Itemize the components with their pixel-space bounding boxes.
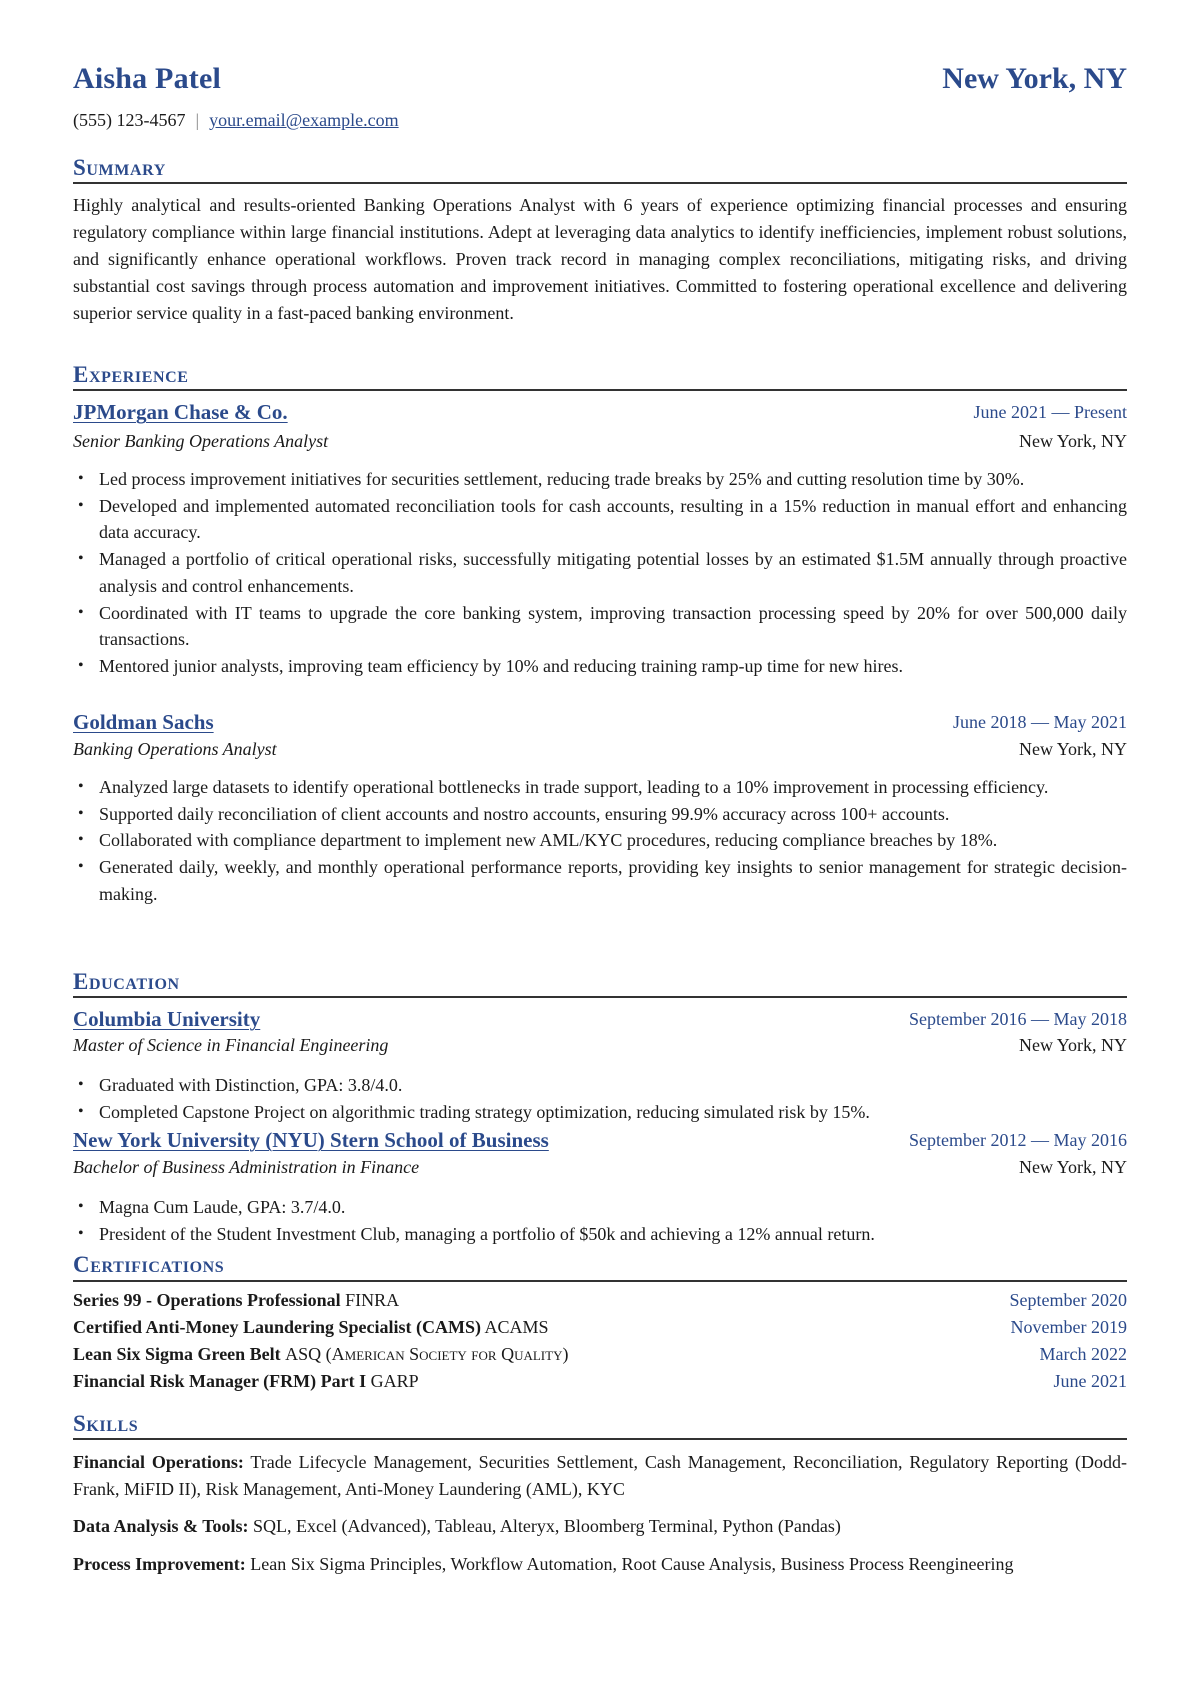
section-divider: [73, 389, 1127, 391]
skill-group: [73, 1513, 1127, 1540]
school-dates: September 2012 — May 2016: [909, 1130, 1127, 1150]
section-divider: [73, 182, 1127, 184]
list-item: • Developed and implemented automated reconciliation tools for cash accounts, resulting in a 15% reduction in manual effort and enhancing data accuracy.: [73, 493, 1127, 546]
list-item: • President of the Student Investment Club, managing a portfolio of $50k and achieving a 12% annual return.: [73, 1221, 1127, 1248]
list-item: • Magna Cum Laude, GPA: 3.7/4.0.: [73, 1194, 1127, 1221]
list-item: • Generated daily, weekly, and monthly operational performance reports, providing key insights to senior management for strategic decision-making.: [73, 854, 1127, 907]
section-title-education: Education: [73, 969, 180, 994]
school-location: New York, NY: [1018, 1157, 1127, 1177]
job-bullets: [73, 466, 1127, 680]
certification-date: November 2019: [1010, 1317, 1127, 1337]
section-title-certifications: Certifications: [73, 1252, 225, 1277]
list-item: • Managed a portfolio of critical operational risks, successfully mitigating potential losses by an estimated $1.5M annually through proactive analysis and control enhancements.: [73, 546, 1127, 599]
skill-group-text: SQL, Excel (Advanced), Tableau, Alteryx, Bloomberg Terminal, Python (Pandas): [253, 1516, 841, 1536]
job-location: New York, NY: [1018, 431, 1127, 451]
list-item: • Completed Capstone Project on algorithmic trading strategy optimization, reducing simulated risk by 15%.: [73, 1099, 1127, 1126]
company-link[interactable]: Goldman Sachs: [73, 710, 214, 734]
summary-text: Highly analytical and results-oriented Banking Operations Analyst with 6 years of experience optimizing financial processes and ensuring regulatory compliance within large financial institutions. Adept at leveraging data analytics to identify inefficiencies, implement robust solutions, and significantly enhance operational workflows. Proven track record in managing complex reconciliations, mitigating risks, and driving substantial cost savings through process automation and improvement initiatives. Committed to fostering operational excellence and delivering superior service quality in a fast-paced banking environment.: [73, 195, 1127, 323]
job-title: Banking Operations Analyst: [73, 739, 277, 759]
job-dates: June 2021 — Present: [973, 402, 1127, 422]
school-link[interactable]: New York University (NYU) Stern School of Business: [73, 1128, 549, 1152]
job-location: New York, NY: [1018, 739, 1127, 759]
email-link[interactable]: your.email@example.com: [209, 110, 399, 130]
skill-group: [73, 1551, 1127, 1578]
section-divider: [73, 1438, 1127, 1440]
certification-date: September 2020: [1009, 1290, 1127, 1310]
certification-name: Certified Anti-Money Laundering Specialist (CAMS): [73, 1317, 481, 1337]
certification-name: Lean Six Sigma Green Belt: [73, 1344, 281, 1364]
section-divider: [73, 996, 1127, 998]
candidate-name: Aisha Patel: [73, 62, 222, 95]
certification-date: June 2021: [1053, 1371, 1127, 1391]
list-item: • Graduated with Distinction, GPA: 3.8/4.0.: [73, 1072, 1127, 1099]
list-item: • Supported daily reconciliation of client accounts and nostro accounts, ensuring 99.9% accuracy across 100+ accounts.: [73, 801, 1127, 828]
list-item: • Analyzed large datasets to identify operational bottlenecks in trade support, leading to a 10% improvement in processing efficiency.: [73, 774, 1127, 801]
list-item: • Collaborated with compliance department to implement new AML/KYC procedures, reducing compliance breaches by 18%.: [73, 827, 1127, 854]
phone-number: (555) 123-4567: [73, 110, 186, 130]
certification-date: March 2022: [1039, 1344, 1127, 1364]
job-bullets: [73, 774, 1127, 908]
section-title-summary: Summary: [73, 155, 166, 180]
school-bullets: [73, 1194, 1127, 1247]
degree: Bachelor of Business Administration in Finance: [73, 1157, 420, 1177]
section-divider: [73, 1280, 1127, 1282]
skill-group: [73, 1449, 1127, 1503]
section-title-skills: Skills: [73, 1411, 139, 1436]
certification-issuer: ASQ (American Society for Quality): [285, 1344, 569, 1364]
school-dates: September 2016 — May 2018: [909, 1009, 1127, 1029]
skill-group-label: Process Improvement:: [73, 1554, 246, 1574]
certification-issuer: GARP: [370, 1371, 419, 1391]
list-item: • Led process improvement initiatives for securities settlement, reducing trade breaks by 25% and cutting resolution time by 30%.: [73, 466, 1127, 493]
certification-name: Series 99 - Operations Professional: [73, 1290, 341, 1310]
list-item: • Mentored junior analysts, improving team efficiency by 10% and reducing training ramp-up time for new hires.: [73, 653, 1127, 680]
certification-name: Financial Risk Manager (FRM) Part I: [73, 1371, 367, 1391]
skill-group-text: Trade Lifecycle Management, Securities Settlement, Cash Management, Reconciliation, Regulatory Reporting (Dodd-Frank, MiFID II), Risk Management, Anti-Money Laundering (AML), KYC: [73, 1452, 1127, 1499]
certification-issuer: FINRA: [345, 1290, 400, 1310]
school-bullets: [73, 1072, 1127, 1125]
school-link[interactable]: Columbia University: [73, 1007, 261, 1031]
certification-issuer: ACAMS: [484, 1317, 549, 1337]
school-location: New York, NY: [1018, 1035, 1127, 1055]
contact-separator: |: [195, 110, 200, 130]
job-dates: June 2018 — May 2021: [953, 712, 1127, 732]
contact-line: [73, 110, 399, 131]
list-item: • Coordinated with IT teams to upgrade the core banking system, improving transaction processing speed by 20% for over 500,000 daily transactions.: [73, 600, 1127, 653]
header-location: New York, NY: [942, 62, 1127, 95]
degree: Master of Science in Financial Engineering: [73, 1035, 389, 1055]
skill-group-label: Financial Operations:: [73, 1452, 244, 1472]
section-title-experience: Experience: [73, 362, 189, 387]
job-title: Senior Banking Operations Analyst: [73, 431, 329, 451]
skill-group-label: Data Analysis & Tools:: [73, 1516, 249, 1536]
skill-group-text: Lean Six Sigma Principles, Workflow Automation, Root Cause Analysis, Business Process Reengineering: [250, 1554, 1014, 1574]
company-link[interactable]: JPMorgan Chase & Co.: [73, 400, 288, 424]
